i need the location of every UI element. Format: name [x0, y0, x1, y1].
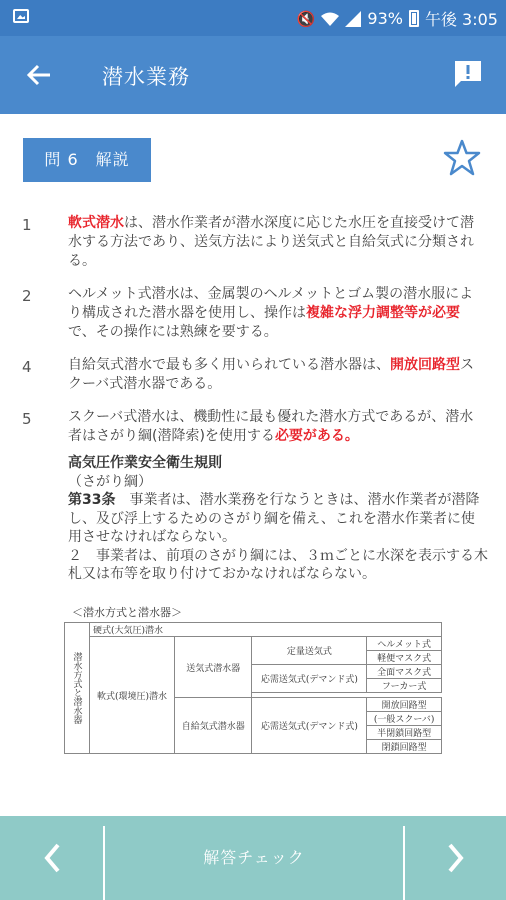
battery-percent: 93%	[367, 9, 403, 28]
light-mask-type: 軽便マスク式	[367, 651, 442, 665]
bottom-nav	[0, 816, 506, 900]
answer-check-button[interactable]: 解答チェック	[203, 848, 305, 867]
highlighted-text: 必要がある。	[274, 428, 359, 444]
explanation-content[interactable]	[0, 114, 506, 816]
clock: 午後 3:05	[424, 10, 498, 29]
app-bar	[0, 36, 506, 114]
article-number: 第33条	[68, 492, 116, 508]
full-mask-type: 全面マスク式	[367, 665, 442, 679]
highlighted-text: 複雑な浮力調整等が必要	[306, 305, 460, 321]
back-arrow-icon[interactable]	[24, 60, 54, 90]
feedback-icon[interactable]	[452, 58, 484, 90]
wifi-icon	[321, 11, 339, 27]
supplied-apparatus: 送気式潜水器	[175, 637, 252, 698]
signal-icon	[345, 11, 361, 27]
helmet-type: ヘルメット式	[367, 637, 442, 651]
soft-diving: 軟式(環境圧)潜水	[90, 637, 175, 754]
body-text: スクーバ式潜水器である。	[68, 357, 474, 392]
body-text: スクーバ式潜水は、機動性に最も優れた潜水方式であるが、潜水者はさがり綱(潜降索)を使用する	[68, 409, 474, 444]
explanation-list	[22, 214, 484, 460]
closed-circuit: 閉鎖回路型	[367, 740, 442, 754]
body-text: ヘルメット式潜水は、金属製のヘルメットとゴム製の潜水服により構成された潜水器を使用し、操作は	[68, 286, 474, 321]
next-chevron-icon[interactable]	[404, 816, 506, 900]
figure-caption: ＜潜水方式と潜水器＞	[72, 606, 182, 619]
regulation-subtitle: （さがり綱）	[68, 473, 152, 490]
side-label: 潜水方式と潜水器	[65, 623, 90, 754]
item-text	[68, 356, 484, 394]
explanation-item	[22, 356, 484, 394]
demand-supply-2: 応需送気式(デマンド式)	[252, 698, 367, 754]
highlighted-text: 軟式潜水	[68, 215, 124, 231]
status-bar	[0, 0, 506, 36]
item-number: 5	[22, 410, 32, 428]
gallery-icon	[13, 9, 29, 23]
hard-diving: 硬式(大気圧)潜水	[90, 623, 442, 637]
item-text	[68, 285, 484, 342]
item-text	[68, 214, 484, 271]
article-text-2: 事業者は、前項のさがり綱には、３ｍごとに水深を表示する木札又は布等を取り付けておかなければならない。	[68, 547, 488, 582]
diving-method-table	[64, 622, 442, 754]
highlighted-text: 開放回路型	[390, 357, 460, 373]
explanation-item	[22, 214, 484, 271]
hooker-type: フーカー式	[367, 679, 442, 693]
article-paragraph-2-number: ２	[68, 547, 82, 564]
question-label: 問 6 解説	[23, 138, 151, 182]
self-contained-apparatus: 自給気式潜水器	[175, 698, 252, 754]
battery-icon	[409, 10, 419, 27]
star-icon[interactable]	[442, 138, 482, 178]
constant-supply: 定量送気式	[252, 637, 367, 665]
page-title: 潜水業務	[102, 65, 190, 89]
demand-supply-1: 応需送気式(デマンド式)	[252, 665, 367, 693]
regulation-title: 高気圧作業安全衛生規則	[68, 455, 222, 471]
item-number: 1	[22, 216, 32, 234]
regulation-excerpt	[68, 454, 488, 584]
mute-icon: 🔇	[296, 9, 316, 28]
article-text-1: 事業者は、潜水業務を行なうときは、潜水作業者が潜降し、及び浮上するためのさがり綱を備え、これを潜水作業者に使用させなければならない。	[68, 492, 480, 545]
item-number: 2	[22, 287, 32, 305]
explanation-item	[22, 408, 484, 446]
body-text: で、その操作には熟練を要する。	[68, 324, 278, 340]
explanation-item	[22, 285, 484, 342]
item-number: 4	[22, 358, 32, 376]
open-circuit: 開放回路型	[367, 698, 442, 712]
diving-method-figure	[64, 604, 444, 753]
semi-closed-circuit: 半閉鎖回路型	[367, 726, 442, 740]
body-text: は、潜水作業者が潜水深度に応じた水圧を直接受けて潜水する方法であり、送気方法により送気式と自給気式に分類される。	[68, 215, 474, 269]
previous-chevron-icon[interactable]	[0, 816, 104, 900]
body-text: 自給気式潜水で最も多く用いられている潜水器は、	[68, 357, 390, 373]
item-text	[68, 408, 484, 446]
general-scuba: (一般スクーバ)	[367, 712, 442, 726]
